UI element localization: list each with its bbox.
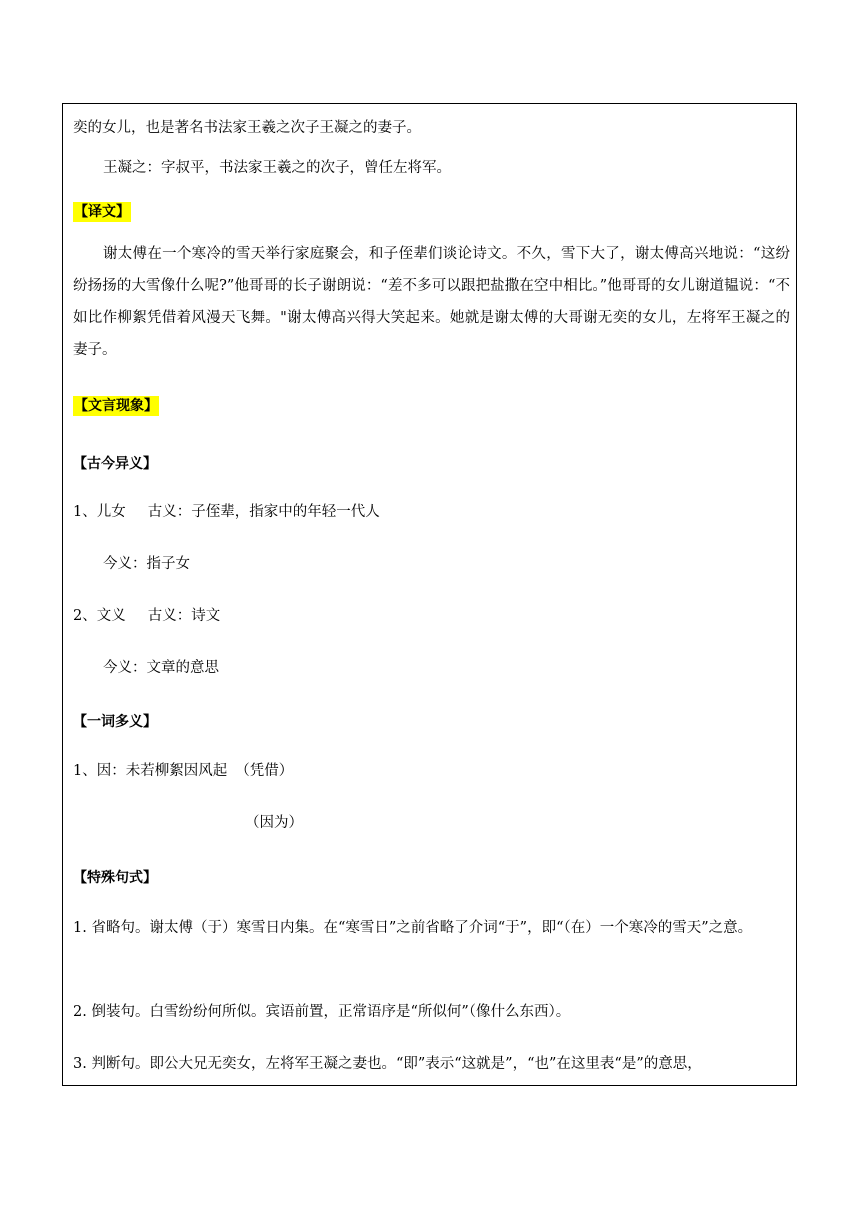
item-1-word: 1、儿女 xyxy=(73,504,126,520)
special-heading: 【特殊句式】 xyxy=(73,870,157,886)
item-2-word: 2、文义 xyxy=(73,608,126,624)
item-1-modern: 今义：指子女 xyxy=(103,556,190,572)
phenomena-heading xyxy=(73,396,159,416)
translation-paragraph: 谢太傅在一个寒冷的雪天举行家庭聚会，和子侄辈们谈论诗文。不久，雪下大了，谢太傅高兴地说：“这纷纷扬扬的大雪像什么呢?”他哥哥的长子谢朗说：“差不多可以跟把盐撒在空中相比。”他哥哥的女儿谢道韫说：“不如比作柳絮凭借着风漫天飞舞。"谢太傅高兴得大笑起来。她就是谢太傅的大哥谢无奕的女儿，左将军王凝之的妻子。 xyxy=(73,246,790,358)
phenomena-heading-label: 【文言现象】 xyxy=(74,398,158,414)
polysemy-heading: 【一词多义】 xyxy=(73,714,157,730)
item-2-ancient: 古义：诗文 xyxy=(147,608,221,624)
ancient-modern-heading: 【古今异义】 xyxy=(73,456,157,472)
polysemy-item-1 xyxy=(73,761,293,781)
ancient-modern-item-2 xyxy=(73,606,220,626)
polysemy-meaning-2: （因为） xyxy=(245,815,303,831)
ancient-modern-item-1 xyxy=(73,502,380,522)
special-item-3: 3. 判断句。即公大兄无奕女，左将军王凝之妻也。“即”表示“这就是”，“也”在这里表“是”的意思， xyxy=(73,1056,702,1072)
document-frame xyxy=(62,103,797,1086)
polysemy-item-1-text: 1、因：未若柳絮因风起 xyxy=(73,763,228,779)
intro-line-2: 王凝之：字叔平，书法家王羲之的次子，曾任左将军。 xyxy=(103,160,451,176)
polysemy-meaning-1: （凭借） xyxy=(235,763,294,779)
special-item-1: 1. 省略句。谢太傅（于）寒雪日内集。在“寒雪日”之前省略了介词“于”，即“（在）一个寒冷的雪天”之意。 xyxy=(73,920,753,936)
special-item-2: 2. 倒装句。白雪纷纷何所似。宾语前置，正常语序是“所似何”（像什么东西）。 xyxy=(73,1004,571,1020)
item-1-ancient: 古义：子侄辈，指家中的年轻一代人 xyxy=(147,504,380,520)
translation-heading-label: 【译文】 xyxy=(74,204,130,220)
intro-line-1: 奕的女儿，也是著名书法家王羲之次子王凝之的妻子。 xyxy=(73,120,421,136)
translation-heading xyxy=(73,202,131,222)
item-2-modern: 今义：文章的意思 xyxy=(103,660,219,676)
